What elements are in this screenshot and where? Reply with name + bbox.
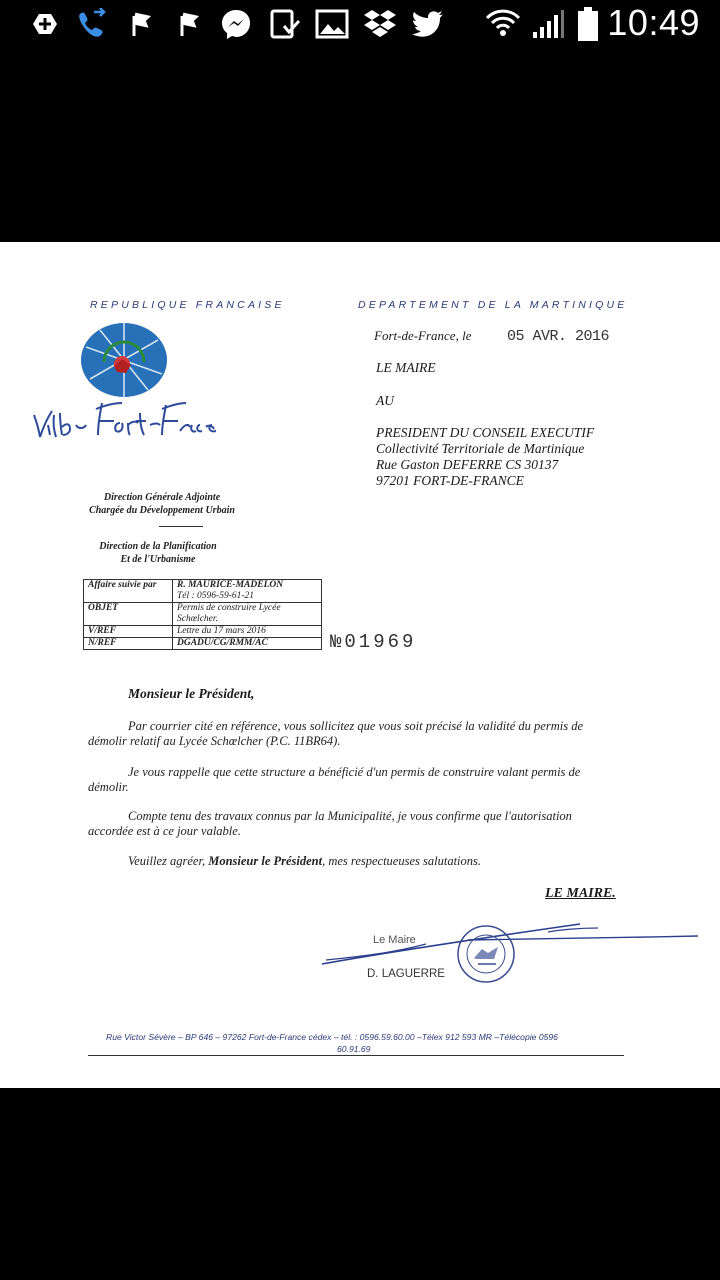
logo-signature	[30, 395, 220, 448]
to-label: AU	[376, 393, 394, 408]
stamp-title: Le Maire	[373, 934, 416, 946]
gallery-icon	[314, 8, 350, 40]
date-stamp: 05 AVR. 2016	[507, 328, 610, 345]
ref-label: N/REF	[84, 638, 173, 650]
dept1-line2: Chargée du Développement Urbain	[89, 505, 235, 516]
department-block-1	[62, 491, 262, 517]
header-departement: DEPARTEMENT DE LA MARTINIQUE	[358, 299, 628, 311]
recipient-line3: Rue Gaston DEFERRE CS 30137	[376, 457, 559, 472]
recipient-line2: Collectivité Territoriale de Martinique	[376, 441, 585, 456]
battery-icon	[574, 8, 602, 40]
salutation: Monsieur le Président,	[128, 686, 255, 701]
dropbox-icon	[362, 8, 398, 40]
letter-document	[0, 242, 720, 1088]
table-row	[84, 626, 322, 638]
messenger-icon	[218, 8, 254, 40]
table-row	[84, 603, 322, 626]
signal-icon	[530, 8, 566, 40]
dept2-line2: Et de l'Urbanisme	[120, 554, 196, 565]
place-date-prefix: Fort-de-France, le	[374, 328, 472, 343]
paragraph-1: Par courrier cité en référence, vous sollicitez que vous soit précisé la validité du permis de démolir relatif au Lycée Schœlcher (P.C. 11BR64).	[88, 719, 583, 748]
footer-line2: 60.91.69	[337, 1044, 371, 1054]
ref-value: Permis de construire Lycée Schœlcher.	[173, 603, 322, 626]
ref-label: OBJET	[84, 603, 173, 626]
footer-line1: Rue Victor Sévère – BP 646 – 97262 Fort-de-France cédex – tél. : 0596.59.60.00 –Télex 912 593 MR –Télécopie 0596	[106, 1032, 558, 1042]
number-stamp: №01969	[330, 631, 417, 653]
status-time: 10:49	[607, 2, 700, 43]
flag-icon	[128, 8, 154, 40]
reference-table	[83, 579, 322, 650]
recipient-line1: PRESIDENT DU CONSEIL EXECUTIF	[376, 425, 595, 440]
department-block-2	[58, 540, 258, 566]
from-line: LE MAIRE	[376, 360, 436, 375]
footer-rule	[88, 1055, 624, 1056]
ref-value: DGADU/CG/RMM/AC	[173, 638, 322, 650]
ref-value: Lettre du 17 mars 2016	[173, 626, 322, 638]
dept2-line1: Direction de la Planification	[99, 541, 217, 552]
download-icon	[268, 8, 302, 40]
header-republique: REPUBLIQUE FRANCAISE	[90, 299, 285, 311]
ref-label: Affaire suivie par	[84, 580, 173, 603]
ref-label: V/REF	[84, 626, 173, 638]
status-bar	[0, 0, 720, 48]
city-logo	[80, 322, 170, 403]
signatory-name: D. LAGUERRE	[367, 968, 445, 980]
wifi-icon	[484, 8, 522, 40]
signature-title: LE MAIRE.	[545, 886, 616, 901]
plus-box-icon	[30, 8, 60, 40]
flag-icon	[176, 8, 202, 40]
table-row	[84, 580, 322, 603]
recipient-line4: 97201 FORT-DE-FRANCE	[376, 473, 524, 488]
dept1-line1: Direction Générale Adjointe	[103, 492, 221, 503]
recipient-block	[376, 425, 594, 489]
ref-value: R. MAURICE-MADELON Tél : 0596-59-61-21	[173, 580, 322, 603]
closing-line: Veuillez agréer, Monsieur le Président, mes respectueuses salutations.	[128, 854, 482, 868]
paragraph-3: Compte tenu des travaux connus par la Municipalité, je vous confirme que l'autorisation accordée est à ce jour valable.	[88, 809, 572, 838]
twitter-icon	[410, 8, 446, 40]
phone-forward-icon	[74, 8, 108, 40]
city-seal	[456, 924, 516, 984]
paragraph-2: Je vous rappelle que cette structure a bénéficié d'un permis de construire valant permis de démolir.	[88, 765, 581, 794]
table-row	[84, 638, 322, 650]
divider	[159, 526, 203, 527]
